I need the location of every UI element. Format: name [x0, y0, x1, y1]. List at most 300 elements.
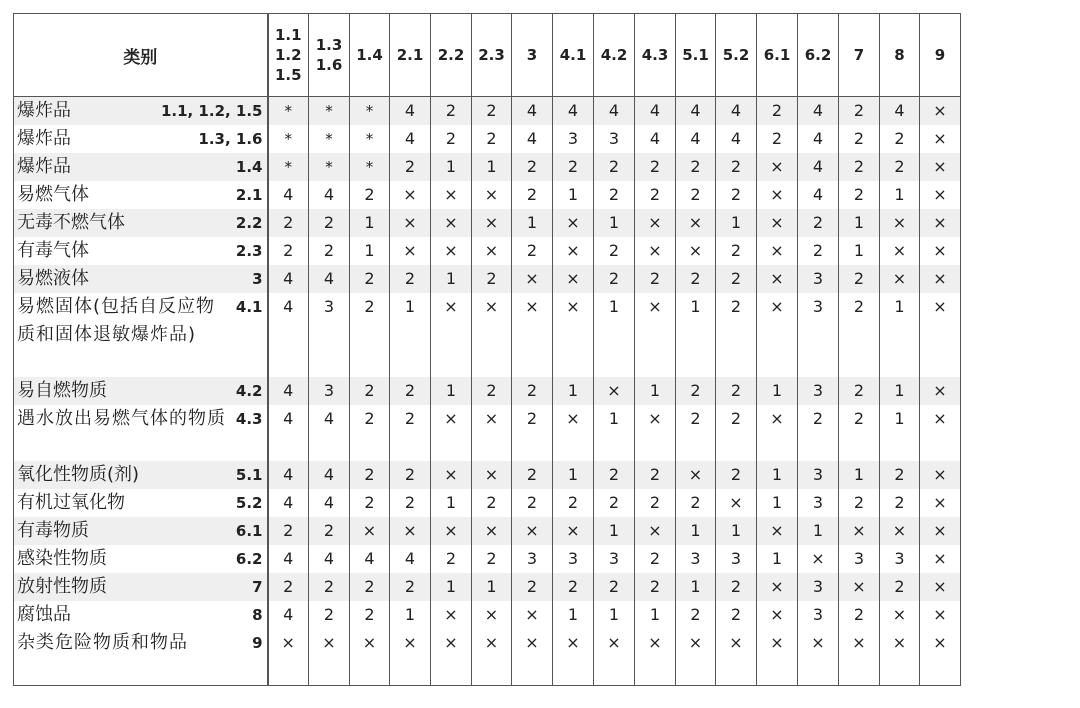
row-label-cell — [14, 153, 268, 181]
segregation-value: × — [933, 577, 947, 596]
segregation-value-cell — [839, 153, 880, 181]
segregation-value-cell — [309, 517, 350, 545]
segregation-value-cell — [594, 601, 635, 629]
segregation-value: × — [607, 381, 621, 400]
segregation-value-cell — [920, 237, 961, 265]
header-category: 类别 — [14, 14, 268, 97]
segregation-value: × — [770, 157, 784, 176]
row-category-name: 爆炸品 — [17, 128, 71, 149]
segregation-value-cell — [268, 545, 309, 573]
segregation-value: 1 — [404, 297, 416, 316]
segregation-value-cell — [309, 629, 350, 685]
segregation-value-cell — [350, 545, 390, 573]
segregation-value: × — [933, 185, 947, 204]
segregation-value: × — [933, 101, 947, 120]
segregation-value-cell — [920, 125, 961, 153]
segregation-value: × — [933, 213, 947, 232]
segregation-value: × — [525, 605, 539, 624]
row-category-name: 感染性物质 — [17, 548, 107, 569]
segregation-value-cell — [512, 405, 553, 461]
header-class-column — [676, 14, 716, 97]
segregation-value: × — [444, 241, 458, 260]
segregation-value-cell — [553, 601, 594, 629]
table-row — [14, 601, 961, 629]
row-category-name: 杂类危险物质和物品 — [17, 632, 188, 653]
table-row — [14, 545, 961, 573]
segregation-value-cell — [757, 629, 798, 685]
segregation-value: 4 — [567, 101, 579, 120]
segregation-value-cell — [920, 573, 961, 601]
segregation-value-cell — [880, 153, 920, 181]
segregation-value: 2 — [404, 577, 416, 596]
segregation-value: × — [403, 185, 417, 204]
segregation-value-cell — [920, 377, 961, 405]
segregation-value: × — [933, 521, 947, 540]
segregation-value-cell — [635, 489, 676, 517]
segregation-value-cell — [309, 265, 350, 293]
segregation-value: × — [688, 465, 703, 484]
segregation-value: 1 — [771, 381, 783, 400]
segregation-value-cell — [431, 573, 472, 601]
row-class-code: 4.1 — [235, 298, 263, 316]
segregation-value-cell — [676, 601, 716, 629]
segregation-value-cell — [716, 153, 757, 181]
segregation-value: 4 — [283, 605, 294, 624]
segregation-value-cell — [920, 629, 961, 685]
segregation-value: 2 — [404, 157, 416, 176]
segregation-value-cell — [635, 545, 676, 573]
header-class-code: 9 — [934, 46, 946, 64]
segregation-value-cell — [920, 517, 961, 545]
segregation-value-cell — [350, 461, 390, 489]
row-category-name: 易自燃物质 — [17, 380, 107, 401]
segregation-value-cell — [798, 237, 839, 265]
segregation-value: 2 — [649, 465, 661, 484]
segregation-value-cell — [268, 125, 309, 153]
segregation-value: × — [770, 605, 784, 624]
segregation-value-cell — [553, 517, 594, 545]
segregation-value-cell — [390, 461, 431, 489]
segregation-value: 3 — [812, 381, 824, 400]
segregation-value-cell — [798, 377, 839, 405]
segregation-value-cell — [920, 265, 961, 293]
segregation-value: 1 — [486, 157, 497, 176]
segregation-table — [13, 13, 961, 686]
segregation-value-cell — [472, 153, 512, 181]
segregation-value: 1 — [445, 157, 457, 176]
segregation-value-cell — [268, 377, 309, 405]
segregation-value: 2 — [364, 185, 375, 204]
header-class-code: 6.1 — [763, 46, 791, 64]
segregation-value: 1 — [894, 409, 905, 428]
segregation-value-cell — [431, 125, 472, 153]
segregation-value: 2 — [526, 157, 538, 176]
segregation-value-cell — [757, 209, 798, 237]
segregation-value-cell — [594, 209, 635, 237]
segregation-value-cell — [268, 601, 309, 629]
segregation-value: 2 — [608, 577, 620, 596]
segregation-value: × — [770, 241, 784, 260]
segregation-value-cell — [798, 601, 839, 629]
header-class-column — [920, 14, 961, 97]
header-class-code: 2.3 — [478, 46, 505, 64]
segregation-value-cell — [472, 209, 512, 237]
segregation-value: 2 — [730, 409, 742, 428]
segregation-value-cell — [268, 489, 309, 517]
row-label-cell — [14, 629, 268, 685]
segregation-value-cell — [268, 97, 309, 126]
segregation-value: 2 — [730, 605, 742, 624]
segregation-value: × — [933, 269, 947, 288]
segregation-value: 2 — [853, 297, 865, 316]
segregation-value-cell — [390, 125, 431, 153]
segregation-value-cell — [880, 405, 920, 461]
segregation-value: 4 — [690, 101, 701, 120]
row-category-name: 氧化性物质(剂) — [17, 464, 140, 485]
segregation-value: 1 — [526, 213, 538, 232]
segregation-value-cell — [309, 125, 350, 153]
segregation-value-cell — [839, 573, 880, 601]
segregation-value-cell — [390, 293, 431, 377]
segregation-value-cell — [512, 237, 553, 265]
row-category-name: 爆炸品 — [17, 100, 71, 121]
segregation-value: × — [648, 297, 662, 316]
segregation-value: 3 — [730, 549, 742, 568]
segregation-value: 2 — [812, 213, 824, 232]
segregation-value: 2 — [853, 381, 865, 400]
segregation-value-cell — [635, 601, 676, 629]
segregation-value: 1 — [608, 521, 620, 540]
segregation-value: 2 — [812, 241, 824, 260]
segregation-value-cell — [716, 265, 757, 293]
row-category-name: 易燃固体(包括自反应物质和固体退敏爆炸品) — [17, 296, 216, 345]
header-class-column — [268, 14, 309, 97]
row-class-code: 5.2 — [235, 494, 263, 512]
segregation-value-cell — [472, 237, 512, 265]
segregation-value-cell — [594, 517, 635, 545]
segregation-value-cell — [880, 97, 920, 126]
segregation-value-cell — [798, 629, 839, 685]
segregation-value-cell — [594, 153, 635, 181]
row-class-code: 9 — [252, 634, 263, 652]
segregation-value-cell — [472, 461, 512, 489]
segregation-value: × — [648, 241, 662, 260]
segregation-value: 2 — [649, 157, 661, 176]
segregation-value: 1 — [567, 381, 579, 400]
segregation-value: 2 — [608, 465, 620, 484]
segregation-value: 1 — [608, 297, 620, 316]
segregation-value: * — [284, 130, 292, 148]
header-class-column — [512, 14, 553, 97]
segregation-value: 1 — [608, 409, 620, 428]
segregation-value: 2 — [486, 269, 497, 288]
header-class-code: 4.3 — [641, 46, 669, 64]
segregation-value-cell — [431, 209, 472, 237]
segregation-value: 2 — [445, 101, 457, 120]
segregation-value-cell — [716, 293, 757, 377]
segregation-value: 4 — [283, 549, 294, 568]
segregation-value: × — [566, 633, 580, 652]
segregation-value-cell — [390, 97, 431, 126]
segregation-value-cell — [390, 209, 431, 237]
row-category-name: 腐蚀品 — [17, 604, 71, 625]
segregation-table-container — [13, 13, 961, 686]
segregation-value: × — [688, 213, 703, 232]
row-label-cell — [14, 377, 268, 405]
segregation-value: 2 — [730, 465, 742, 484]
segregation-value: 2 — [526, 409, 538, 428]
segregation-value: × — [852, 521, 866, 540]
segregation-value-cell — [309, 97, 350, 126]
segregation-value-cell — [553, 405, 594, 461]
segregation-value-cell — [839, 489, 880, 517]
segregation-value-cell — [839, 405, 880, 461]
row-label-cell — [14, 237, 268, 265]
segregation-value: * — [365, 130, 374, 148]
segregation-value: × — [770, 521, 784, 540]
segregation-value-cell — [594, 265, 635, 293]
segregation-value-cell — [594, 405, 635, 461]
segregation-value: 2 — [567, 577, 579, 596]
segregation-value: 2 — [690, 157, 701, 176]
segregation-value: × — [933, 633, 947, 652]
segregation-value-cell — [350, 405, 390, 461]
segregation-value-cell — [309, 377, 350, 405]
table-row — [14, 181, 961, 209]
segregation-value: 2 — [364, 577, 375, 596]
table-row — [14, 97, 961, 126]
segregation-value: 2 — [526, 465, 538, 484]
segregation-value-cell — [350, 377, 390, 405]
segregation-value-cell — [553, 489, 594, 517]
segregation-value: 2 — [690, 381, 701, 400]
segregation-value: 4 — [526, 129, 538, 148]
segregation-value: × — [444, 633, 458, 652]
segregation-value-cell — [716, 405, 757, 461]
row-label-cell — [14, 97, 268, 126]
segregation-value: 2 — [283, 213, 294, 232]
segregation-value: 4 — [323, 465, 335, 484]
segregation-value: 2 — [608, 269, 620, 288]
segregation-value-cell — [268, 209, 309, 237]
segregation-value: 2 — [486, 381, 497, 400]
header-class-code: 1.5 — [274, 66, 302, 84]
segregation-value-cell — [798, 405, 839, 461]
segregation-value-cell — [350, 97, 390, 126]
segregation-value: × — [566, 213, 580, 232]
segregation-value-cell — [594, 489, 635, 517]
segregation-value: 4 — [323, 549, 335, 568]
segregation-value-cell — [594, 377, 635, 405]
segregation-value-cell — [676, 517, 716, 545]
segregation-value: 2 — [853, 493, 865, 512]
row-category-name: 无毒不燃气体 — [17, 212, 125, 233]
row-label-cell — [14, 265, 268, 293]
row-class-code: 2.3 — [235, 242, 263, 260]
segregation-value: 2 — [526, 185, 538, 204]
segregation-value: × — [444, 605, 458, 624]
table-row — [14, 461, 961, 489]
segregation-value: 1 — [690, 521, 701, 540]
segregation-value-cell — [757, 461, 798, 489]
segregation-value-cell — [880, 377, 920, 405]
header-class-column — [716, 14, 757, 97]
segregation-value: 4 — [730, 101, 742, 120]
segregation-value: × — [933, 465, 947, 484]
segregation-value-cell — [553, 377, 594, 405]
segregation-value-cell — [431, 629, 472, 685]
segregation-value: 2 — [526, 493, 538, 512]
segregation-value-cell — [350, 209, 390, 237]
segregation-value: 3 — [526, 549, 538, 568]
row-class-code: 3 — [252, 270, 263, 288]
segregation-value: 1 — [364, 241, 375, 260]
segregation-value: 3 — [690, 549, 701, 568]
segregation-value: 3 — [567, 549, 579, 568]
segregation-value-cell — [716, 377, 757, 405]
segregation-value: × — [484, 409, 499, 428]
segregation-value: × — [525, 521, 539, 540]
row-class-code: 6.1 — [235, 522, 263, 540]
segregation-value: 2 — [608, 157, 620, 176]
segregation-value: × — [362, 521, 377, 540]
segregation-value-cell — [431, 601, 472, 629]
segregation-value-cell — [757, 545, 798, 573]
segregation-value-cell — [309, 489, 350, 517]
segregation-value-cell — [350, 489, 390, 517]
segregation-value: × — [566, 241, 580, 260]
row-label-cell — [14, 181, 268, 209]
segregation-value: × — [648, 213, 662, 232]
segregation-value: × — [811, 549, 825, 568]
segregation-value-cell — [390, 265, 431, 293]
segregation-value: × — [444, 409, 458, 428]
segregation-value-cell — [268, 265, 309, 293]
segregation-value: 2 — [771, 129, 783, 148]
segregation-value: 2 — [567, 493, 579, 512]
segregation-value-cell — [716, 517, 757, 545]
segregation-value: 1 — [567, 185, 579, 204]
segregation-value-cell — [676, 573, 716, 601]
segregation-value-cell — [472, 489, 512, 517]
segregation-value-cell — [512, 629, 553, 685]
segregation-value: 2 — [649, 493, 661, 512]
segregation-value: * — [365, 102, 374, 120]
segregation-value-cell — [798, 153, 839, 181]
segregation-value: 2 — [445, 549, 457, 568]
segregation-value-cell — [268, 293, 309, 377]
segregation-value: 2 — [853, 157, 865, 176]
segregation-value: × — [566, 521, 580, 540]
segregation-value-cell — [920, 153, 961, 181]
segregation-value-cell — [472, 517, 512, 545]
row-class-code: 7 — [252, 578, 263, 596]
row-class-code: 1.1, 1.2, 1.5 — [160, 102, 263, 120]
segregation-value-cell — [553, 573, 594, 601]
segregation-value-cell — [798, 181, 839, 209]
row-category-name: 放射性物质 — [17, 576, 107, 597]
segregation-value-cell — [309, 601, 350, 629]
segregation-value-cell — [880, 125, 920, 153]
segregation-value-cell — [798, 125, 839, 153]
segregation-value-cell — [431, 405, 472, 461]
segregation-value-cell — [594, 545, 635, 573]
table-row — [14, 209, 961, 237]
header-class-code: 1.3 — [315, 36, 343, 54]
segregation-value: 1 — [649, 605, 661, 624]
table-row — [14, 293, 961, 377]
table-row — [14, 629, 961, 685]
segregation-value: * — [365, 158, 374, 176]
segregation-value: 1 — [445, 577, 457, 596]
segregation-value-cell — [635, 405, 676, 461]
segregation-value: 4 — [894, 101, 905, 120]
header-class-code: 1.1 — [274, 26, 302, 44]
segregation-value-cell — [512, 125, 553, 153]
segregation-value: 2 — [730, 577, 742, 596]
segregation-value-cell — [716, 181, 757, 209]
segregation-value-cell — [880, 489, 920, 517]
segregation-value-cell — [880, 293, 920, 377]
segregation-value: 2 — [894, 493, 905, 512]
segregation-value-cell — [594, 573, 635, 601]
header-class-column — [390, 14, 431, 97]
segregation-value-cell — [350, 265, 390, 293]
segregation-value: × — [648, 633, 662, 652]
segregation-value: 1 — [567, 605, 579, 624]
segregation-value-cell — [431, 265, 472, 293]
segregation-value-cell — [512, 489, 553, 517]
header-class-column — [350, 14, 390, 97]
segregation-value-cell — [798, 545, 839, 573]
segregation-value: 2 — [853, 185, 865, 204]
table-row — [14, 237, 961, 265]
segregation-value: 4 — [526, 101, 538, 120]
segregation-value: 2 — [486, 101, 497, 120]
segregation-value-cell — [472, 125, 512, 153]
segregation-value: 1 — [445, 493, 457, 512]
segregation-value-cell — [390, 601, 431, 629]
segregation-value: × — [403, 633, 417, 652]
segregation-value-cell — [512, 209, 553, 237]
segregation-value-cell — [431, 461, 472, 489]
segregation-value: 2 — [404, 465, 416, 484]
segregation-value-cell — [472, 377, 512, 405]
segregation-value: 2 — [364, 493, 375, 512]
segregation-value-cell — [880, 629, 920, 685]
header-class-code: 6.2 — [804, 46, 832, 64]
segregation-value: 2 — [323, 521, 335, 540]
segregation-value-cell — [268, 573, 309, 601]
segregation-value: 4 — [812, 185, 824, 204]
segregation-value: × — [933, 493, 947, 512]
segregation-value-cell — [635, 573, 676, 601]
segregation-value-cell — [472, 97, 512, 126]
segregation-value-cell — [757, 405, 798, 461]
segregation-value-cell — [553, 461, 594, 489]
segregation-value-cell — [512, 377, 553, 405]
segregation-value: × — [933, 409, 947, 428]
segregation-value-cell — [757, 377, 798, 405]
segregation-value: 2 — [730, 185, 742, 204]
segregation-value: 3 — [812, 465, 824, 484]
segregation-value-cell — [635, 97, 676, 126]
segregation-value-cell — [594, 181, 635, 209]
table-row — [14, 517, 961, 545]
segregation-value: × — [933, 297, 947, 316]
segregation-value: 3 — [323, 381, 335, 400]
segregation-value-cell — [431, 293, 472, 377]
